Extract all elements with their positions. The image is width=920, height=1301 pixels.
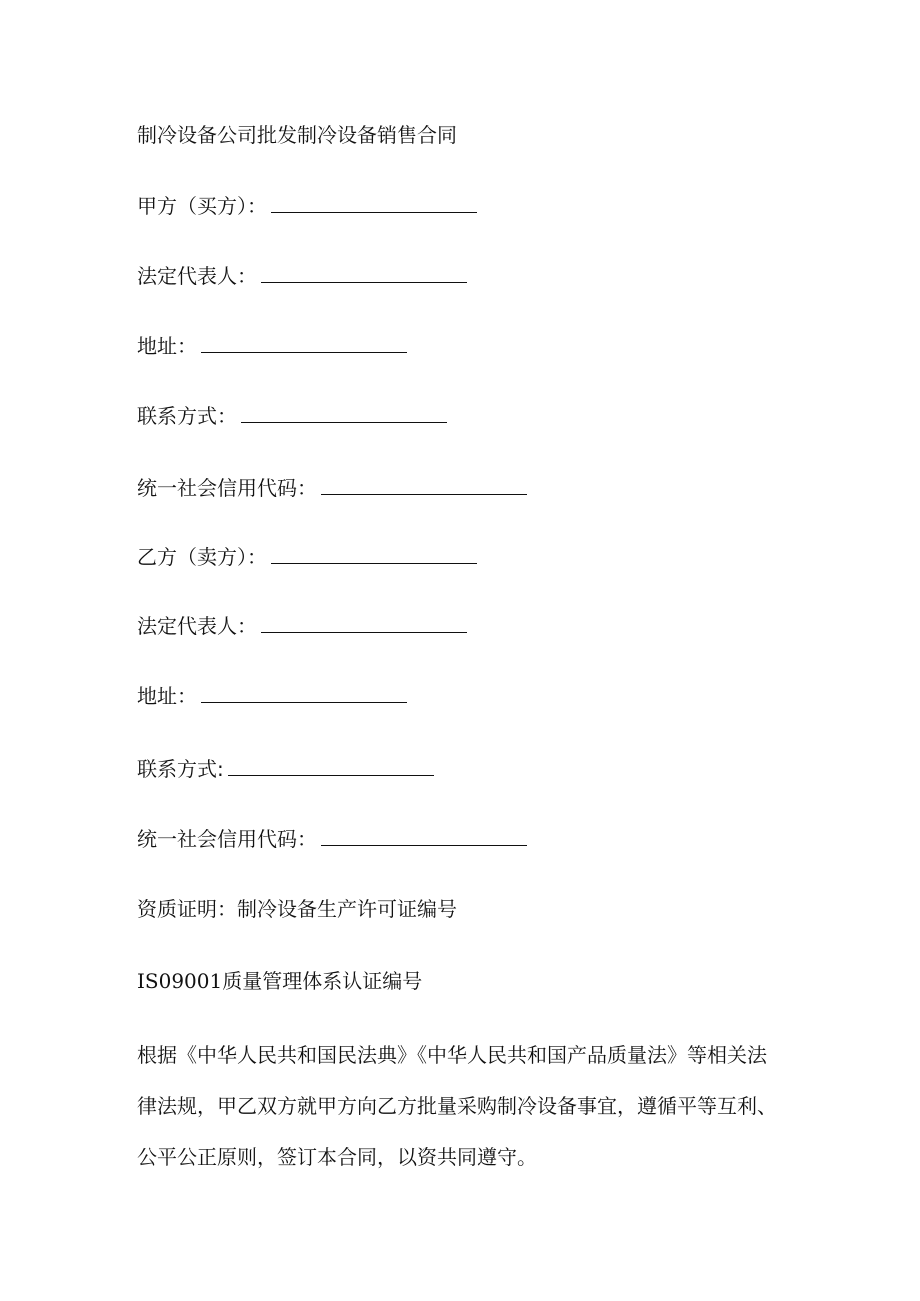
party-a-credit-row bbox=[137, 474, 527, 502]
party-b-address-label: 地址： bbox=[137, 684, 197, 708]
party-a-rep-blank[interactable] bbox=[261, 262, 467, 283]
party-a-heading-row bbox=[137, 192, 477, 220]
qualification-license-text: 资质证明：制冷设备生产许可证编号 bbox=[137, 897, 457, 921]
iso-prefix-text: IS09001 bbox=[137, 969, 223, 993]
party-a-name-blank[interactable] bbox=[271, 192, 477, 213]
party-b-address-row bbox=[137, 682, 407, 710]
party-a-address-blank[interactable] bbox=[201, 332, 407, 353]
party-b-address-blank[interactable] bbox=[201, 682, 407, 703]
party-a-credit-blank[interactable] bbox=[321, 474, 527, 495]
party-b-rep-row bbox=[137, 612, 467, 640]
party-b-heading-row bbox=[137, 543, 477, 571]
party-a-heading-label: 甲方（买方）： bbox=[137, 194, 267, 218]
party-b-credit-row bbox=[137, 825, 527, 853]
preamble-line-1: 根据《中华人民共和国民法典》《中华人民共和国产品质量法》等相关法 bbox=[137, 1043, 767, 1067]
party-a-contact-blank[interactable] bbox=[241, 402, 447, 423]
party-a-rep-label: 法定代表人： bbox=[137, 264, 257, 288]
qualification-iso-row bbox=[137, 967, 422, 995]
party-b-rep-blank[interactable] bbox=[261, 612, 467, 633]
party-b-rep-label: 法定代表人： bbox=[137, 614, 257, 638]
party-a-rep-row bbox=[137, 262, 467, 290]
preamble-paragraph bbox=[137, 1030, 797, 1183]
iso-suffix-text: 质量管理体系认证编号 bbox=[222, 969, 423, 993]
preamble-line-3: 公平公正原则，签订本合同，以资共同遵守。 bbox=[137, 1145, 537, 1169]
party-b-contact-row bbox=[137, 755, 434, 783]
party-a-address-row bbox=[137, 332, 407, 360]
preamble-line-2: 律法规，甲乙双方就甲方向乙方批量采购制冷设备事宜，遵循平等互利、 bbox=[137, 1094, 777, 1118]
party-a-contact-row bbox=[137, 402, 447, 430]
party-a-address-label: 地址： bbox=[137, 334, 197, 358]
party-b-name-blank[interactable] bbox=[271, 543, 477, 564]
title-text: 制冷设备公司批发制冷设备销售合同 bbox=[137, 123, 457, 147]
party-b-credit-blank[interactable] bbox=[321, 825, 527, 846]
qualification-license-row bbox=[137, 895, 457, 923]
party-a-contact-label: 联系方式： bbox=[137, 404, 237, 428]
party-b-contact-blank[interactable] bbox=[228, 755, 434, 776]
party-b-heading-label: 乙方（卖方）： bbox=[137, 545, 267, 569]
party-b-contact-label: 联系方式: bbox=[137, 757, 224, 781]
document-title bbox=[137, 121, 457, 149]
party-a-credit-label: 统一社会信用代码： bbox=[137, 476, 317, 500]
party-b-credit-label: 统一社会信用代码： bbox=[137, 827, 317, 851]
